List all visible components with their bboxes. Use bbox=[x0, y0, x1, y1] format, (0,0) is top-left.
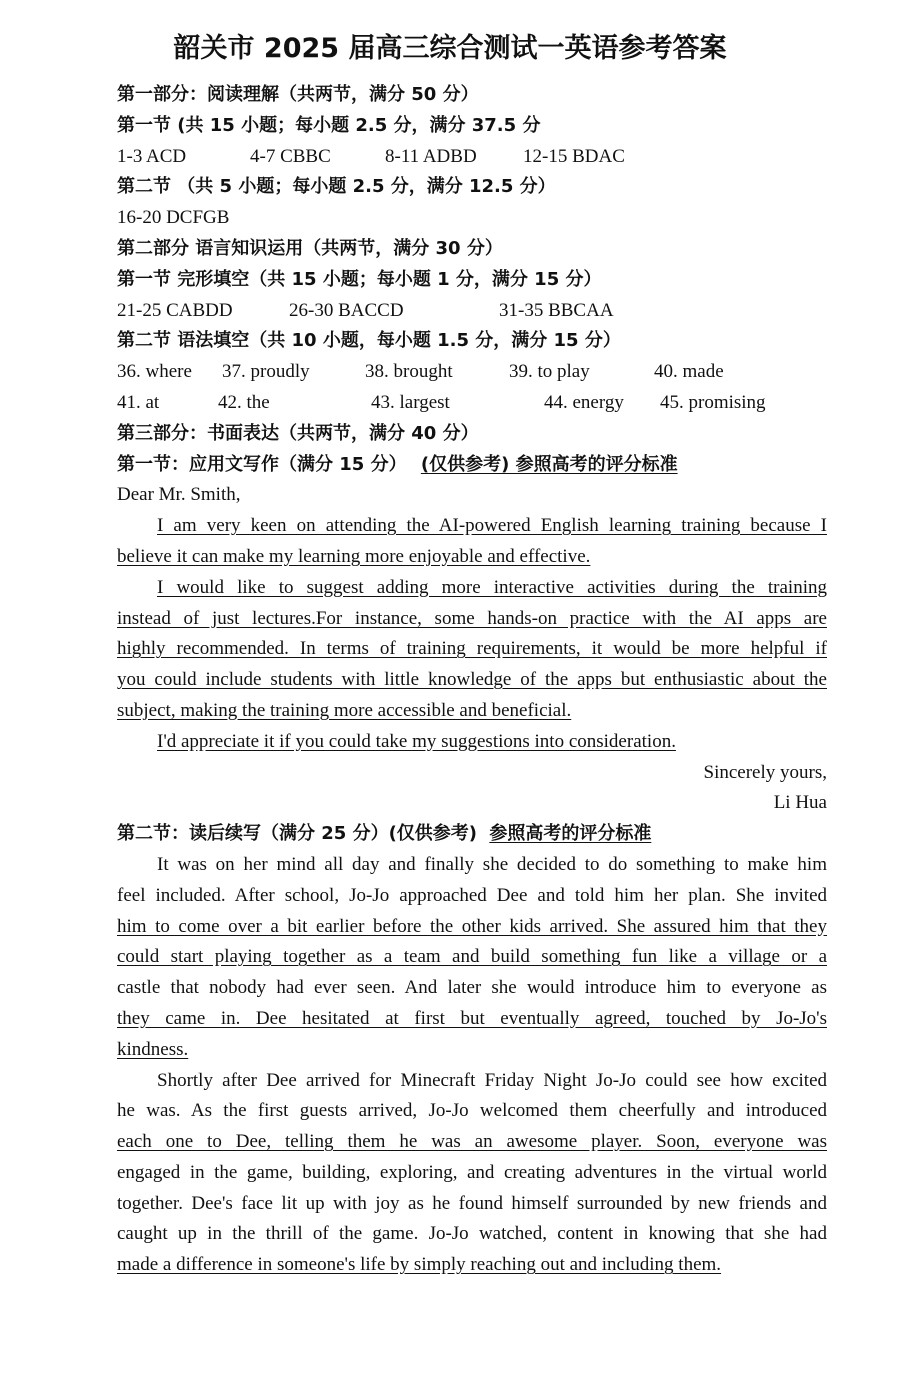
part3-section2-heading bbox=[117, 819, 827, 850]
part1-section2-answers: 16-20 DCFGB bbox=[117, 207, 230, 229]
story-line: him to come over a bit earlier before the other kids arrived. She assured him that they bbox=[117, 915, 827, 937]
grammar-answer: 39. to play bbox=[509, 361, 590, 383]
part1-section1-heading: 第一节 (共 15 小题；每小题 2.5 分，满分 37.5 分 bbox=[117, 114, 541, 136]
story-line: Shortly after Dee arrived for Minecraft Friday Night Jo-Jo could see how excited bbox=[157, 1069, 827, 1091]
grammar-answer: 38. brought bbox=[365, 361, 453, 383]
answer-group: 21-25 CABDD bbox=[117, 299, 233, 321]
letter-signature: Li Hua bbox=[773, 792, 827, 814]
story-line: made a difference in someone's life by simply reaching out and including them. bbox=[117, 1254, 722, 1276]
section-title: 第一节：应用文写作（满分 15 分） bbox=[117, 453, 407, 475]
grammar-answer: 41. at bbox=[117, 391, 160, 413]
answer-group: 1-3 ACD bbox=[117, 145, 187, 167]
grammar-answers-row-2 bbox=[117, 388, 827, 419]
grammar-answer: 36. where bbox=[117, 361, 192, 383]
letter-greeting: Dear Mr. Smith, bbox=[117, 484, 241, 506]
letter-line: I would like to suggest adding more interactive activities during the training bbox=[157, 576, 827, 598]
part2-section1-heading: 第一节 完形填空（共 15 小题；每小题 1 分，满分 15 分） bbox=[117, 268, 602, 290]
letter-line: I am very keen on attending the AI-powered English learning training because I bbox=[157, 515, 827, 537]
letter-line: I'd appreciate it if you could take my suggestions into consideration. bbox=[157, 730, 676, 752]
part1-section1-answers bbox=[117, 142, 827, 173]
answer-group: 31-35 BBCAA bbox=[499, 299, 614, 321]
part1-section2-heading: 第二节 （共 5 小题；每小题 2.5 分，满分 12.5 分） bbox=[117, 176, 556, 198]
answer-group: 4-7 CBBC bbox=[250, 145, 331, 167]
answer-group: 8-11 ADBD bbox=[385, 145, 477, 167]
grammar-answer: 37. proudly bbox=[222, 361, 310, 383]
letter-line: subject, making the training more accessible and beneficial. bbox=[117, 699, 572, 721]
grammar-answer: 40. made bbox=[654, 361, 724, 383]
grammar-answer: 42. the bbox=[218, 391, 270, 413]
part2-section2-heading: 第二节 语法填空（共 10 小题，每小题 1.5 分，满分 15 分） bbox=[117, 330, 621, 352]
part3-heading: 第三部分：书面表达（共两节，满分 40 分） bbox=[117, 422, 479, 444]
grading-note: (仅供参考) 参照高考的评分标准 bbox=[420, 453, 678, 475]
part2-heading: 第二部分 语言知识运用（共两节，满分 30 分） bbox=[117, 237, 503, 259]
story-line: engaged in the game, building, exploring, and creating adventures in the virtual world bbox=[117, 1161, 827, 1183]
story-line: could start playing together as a team and build something fun like a village or a bbox=[117, 946, 827, 968]
story-line: castle that nobody had ever seen. And later she would introduce him to everyone as bbox=[117, 977, 827, 999]
answer-key-body bbox=[117, 80, 827, 1281]
document-title: 韶关市 2025 届高三综合测试一英语参考答案 bbox=[173, 33, 727, 64]
part3-section1-heading bbox=[117, 450, 827, 481]
grammar-answer: 44. energy bbox=[544, 391, 624, 413]
story-line: kindness. bbox=[117, 1038, 189, 1060]
section-title: 第二节：读后续写（满分 25 分）(仅供参考) bbox=[117, 823, 478, 845]
letter-line: instead of just lectures.For instance, some hands-on practice with the AI apps are bbox=[117, 607, 827, 629]
story-line: caught up in the thrill of the game. Jo-Jo watched, content in knowing that she had bbox=[117, 1223, 827, 1245]
story-line: each one to Dee, telling them he was an awesome player. Soon, everyone was bbox=[117, 1131, 827, 1153]
grammar-answer: 45. promising bbox=[660, 391, 766, 413]
letter-line: you could include students with little knowledge of the apps but enthusiastic about the bbox=[117, 669, 827, 691]
answer-group: 12-15 BDAC bbox=[523, 145, 625, 167]
story-line: feel included. After school, Jo-Jo approached Dee and told him her plan. She invited bbox=[117, 884, 827, 906]
grammar-answer: 43. largest bbox=[371, 391, 450, 413]
letter-line: highly recommended. In terms of training requirements, it would be more helpful if bbox=[117, 638, 827, 660]
part1-heading: 第一部分：阅读理解（共两节，满分 50 分） bbox=[117, 84, 479, 105]
grading-note: 参照高考的评分标准 bbox=[489, 823, 652, 845]
part2-section1-answers bbox=[117, 296, 827, 327]
story-line: together. Dee's face lit up with joy as he found himself surrounded by new friends and bbox=[117, 1192, 827, 1214]
story-line: It was on her mind all day and finally she decided to do something to make him bbox=[157, 853, 827, 875]
letter-line: believe it can make my learning more enjoyable and effective. bbox=[117, 545, 591, 567]
letter-closing: Sincerely yours, bbox=[703, 761, 827, 783]
answer-group: 26-30 BACCD bbox=[289, 299, 404, 321]
story-line: they came in. Dee hesitated at first but eventually agreed, touched by Jo-Jo's bbox=[117, 1007, 827, 1029]
story-line: he was. As the first guests arrived, Jo-Jo welcomed them cheerfully and introduced bbox=[117, 1100, 827, 1122]
grammar-answers-row-1 bbox=[117, 357, 827, 388]
